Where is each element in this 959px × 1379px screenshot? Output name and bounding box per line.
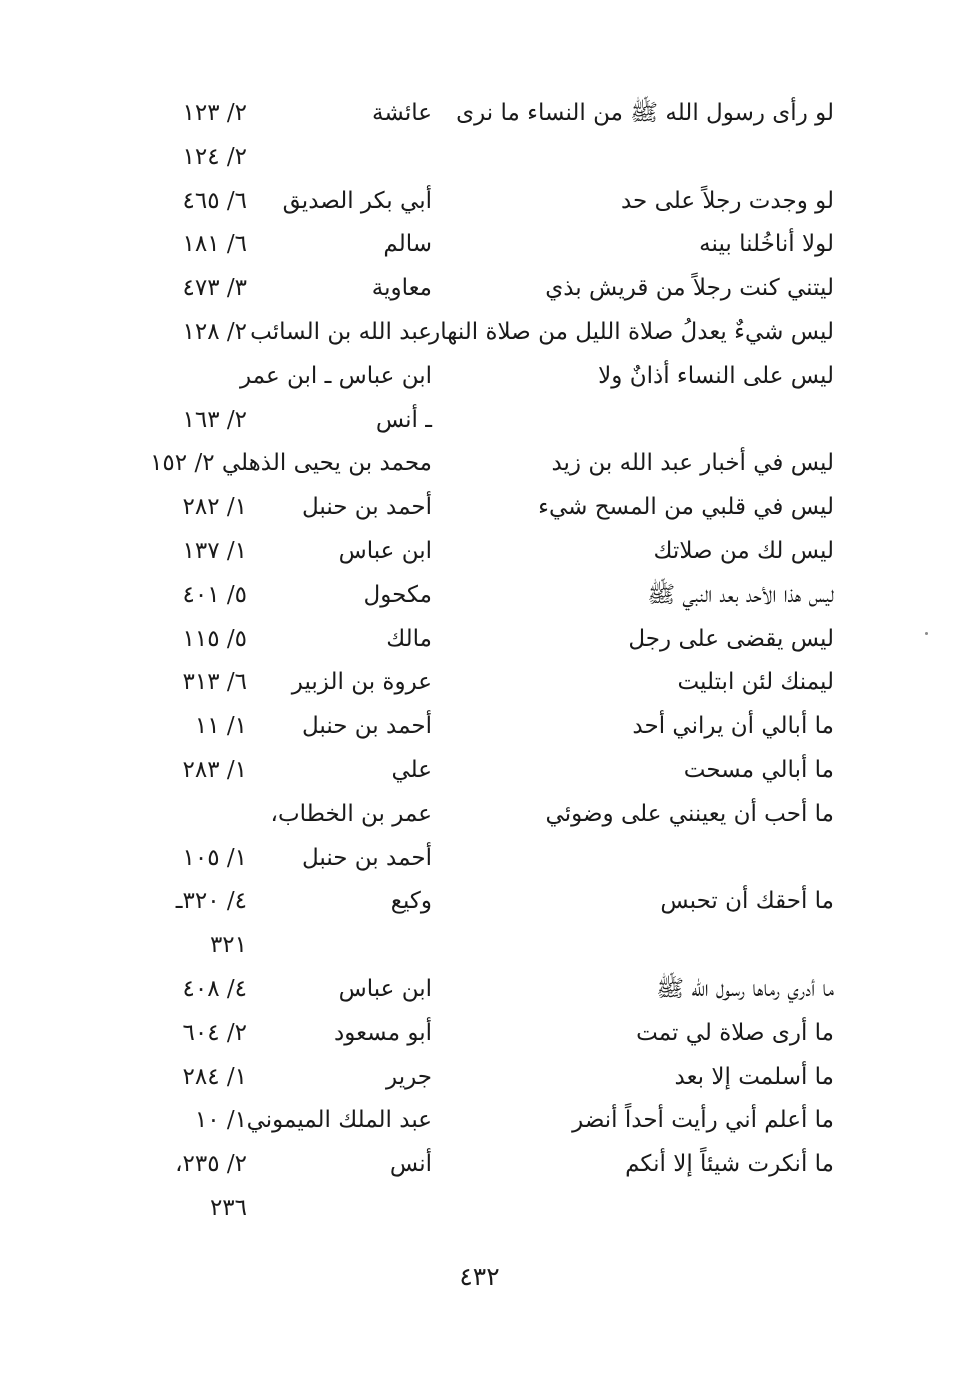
- index-row: [0, 793, 959, 837]
- narrator-name: أبي بكر الصديق: [282, 187, 432, 214]
- index-row: [0, 92, 959, 136]
- index-row: [0, 355, 959, 399]
- index-row: [0, 705, 959, 749]
- index-row: [0, 618, 959, 662]
- index-row: [0, 1056, 959, 1100]
- volume-page-ref: ٣/ ٤٧٣: [182, 275, 247, 302]
- hadith-phrase: ما أبالي أن يراني أحد: [632, 713, 834, 740]
- volume-page-ref: ١/ ٢٨٢: [182, 494, 247, 521]
- index-row: [0, 968, 959, 1012]
- hadith-phrase: ما أبالي مسحت: [683, 756, 834, 783]
- index-row: [0, 530, 959, 574]
- narrator-name: أبو مسعود: [333, 1019, 432, 1046]
- hadith-phrase: ليس شيءٌ يعدلُ صلاة الليل من صلاة النهار: [429, 318, 834, 345]
- volume-page-ref: ٤/ ٤٠٨: [182, 975, 247, 1002]
- narrator-name: مكحول: [363, 581, 432, 608]
- volume-page-ref: ٢/ ٢٣٥،: [175, 1151, 247, 1178]
- narrator-name: سالم: [383, 231, 432, 258]
- narrator-name: محمد بن يحيى الذهلي ٢/ ١٥٢: [150, 450, 432, 477]
- index-row: [0, 223, 959, 267]
- hadith-phrase: لو رأى رسول الله ﷺ من النساء ما نرى: [456, 100, 834, 126]
- hadith-phrase: ليس في قلبي من المسح شيء: [538, 494, 834, 521]
- volume-page-ref: ٢/ ١٦٣: [182, 406, 247, 433]
- hadith-phrase: ما أسلمت إلا بعد: [674, 1063, 834, 1090]
- hadith-phrase: ما أرى صلاة لي تمت: [636, 1019, 834, 1046]
- volume-page-ref: ٦/ ٤٦٥: [182, 187, 247, 214]
- volume-page-ref: ٣٢١: [209, 932, 247, 959]
- hadith-phrase: ليس في أخبار عبد الله بن زيد: [551, 450, 834, 477]
- index-row: [0, 1099, 959, 1143]
- index-row: [0, 1187, 959, 1231]
- volume-page-ref: ٥/ ١١٥: [182, 625, 247, 652]
- hadith-phrase: ليس على النساء أذانٌ ولا: [598, 362, 834, 389]
- hadith-phrase: ليتني كنت رجلاً من قريش بذي: [545, 275, 834, 302]
- hadith-phrase: ما أدري رماها رسول الله ﷺ: [656, 975, 834, 1002]
- narrator-name: أنس: [389, 1151, 432, 1178]
- index-row: [0, 574, 959, 618]
- index-row: [0, 880, 959, 924]
- index-row: [0, 661, 959, 705]
- narrator-name: ابن عباس: [338, 975, 432, 1002]
- hadith-phrase: ليمنك لئن ابتليت: [677, 669, 834, 696]
- volume-page-ref: ١/ ١١: [194, 713, 247, 740]
- narrator-name: عبد الله بن السائب: [250, 318, 432, 345]
- index-row: [0, 749, 959, 793]
- index-row: [0, 399, 959, 443]
- index-row: [0, 1012, 959, 1056]
- volume-page-ref: ٦/ ٣١٣: [182, 669, 247, 696]
- volume-page-ref: ٢/ ١٢٤: [182, 143, 247, 170]
- volume-page-ref: ٢/ ١٢٨: [182, 318, 247, 345]
- volume-page-ref: ٢/ ١٢٣: [182, 100, 247, 126]
- volume-page-ref: ٦/ ١٨١: [182, 231, 247, 258]
- index-row: [0, 442, 959, 486]
- volume-page-ref: ١/ ١٠٥: [182, 844, 247, 871]
- narrator-name: ابن عباس ـ ابن عمر: [239, 362, 432, 389]
- index-row: [0, 267, 959, 311]
- volume-page-ref: ٥/ ٤٠١: [182, 581, 247, 608]
- hadith-phrase: لولا أناخُلنا بينه: [699, 231, 834, 258]
- narrator-name: أحمد بن حنبل: [301, 844, 432, 871]
- narrator-name: معاوية: [371, 275, 432, 302]
- narrator-name: وكيع: [390, 888, 432, 915]
- volume-page-ref: ١/ ٢٨٣: [182, 756, 247, 783]
- narrator-name: عبد الملك الميموني: [246, 1107, 432, 1134]
- volume-page-ref: ٤/ ٣٢٠ـ: [175, 888, 247, 915]
- narrator-name: مالك: [386, 625, 432, 652]
- narrator-name: عمر بن الخطاب،: [270, 800, 432, 827]
- volume-page-ref: ١/ ١٠: [194, 1107, 247, 1134]
- hadith-phrase: ما أحب أن يعينني على وضوئي: [545, 800, 834, 827]
- hadith-phrase: ليس يقضى على رجل: [628, 625, 834, 652]
- hadith-phrase: ليس لك من صلاتك: [653, 537, 834, 564]
- hadith-phrase: لو وجدت رجلاً على حد: [620, 187, 834, 214]
- hadith-phrase: ما أحقك أن تحبس: [660, 888, 834, 915]
- scan-speck: [925, 632, 928, 635]
- volume-page-ref: ١/ ٢٨٤: [182, 1063, 247, 1090]
- volume-page-ref: ١/ ١٣٧: [182, 537, 247, 564]
- index-row: [0, 136, 959, 180]
- index-row: [0, 837, 959, 881]
- narrator-name: علي: [391, 756, 432, 783]
- index-row: [0, 180, 959, 224]
- narrator-name: عائشة: [372, 100, 432, 126]
- index-row: [0, 486, 959, 530]
- index-row: [0, 1143, 959, 1187]
- volume-page-ref: ٢٣٦: [209, 1194, 247, 1221]
- volume-page-ref: ٢/ ٦٠٤: [182, 1019, 247, 1046]
- narrator-name: ابن عباس: [338, 537, 432, 564]
- narrator-name: عروة بن الزبير: [291, 669, 432, 696]
- narrator-name: أحمد بن حنبل: [301, 494, 432, 521]
- narrator-name: ـ أنس: [375, 406, 432, 433]
- narrator-name: جرير: [386, 1063, 432, 1090]
- hadith-phrase: ليس هذا الأحد بعد النبي ﷺ: [647, 581, 834, 608]
- hadith-phrase: ما أنكرت شيئاً إلا أنكم: [625, 1151, 834, 1178]
- index-table: [0, 92, 959, 1231]
- index-row: [0, 924, 959, 968]
- page-number: ٤٣٢: [459, 1262, 500, 1291]
- narrator-name: أحمد بن حنبل: [301, 713, 432, 740]
- hadith-phrase: ما أعلم أني رأيت أحداً أنضر: [572, 1107, 834, 1134]
- index-row: [0, 311, 959, 355]
